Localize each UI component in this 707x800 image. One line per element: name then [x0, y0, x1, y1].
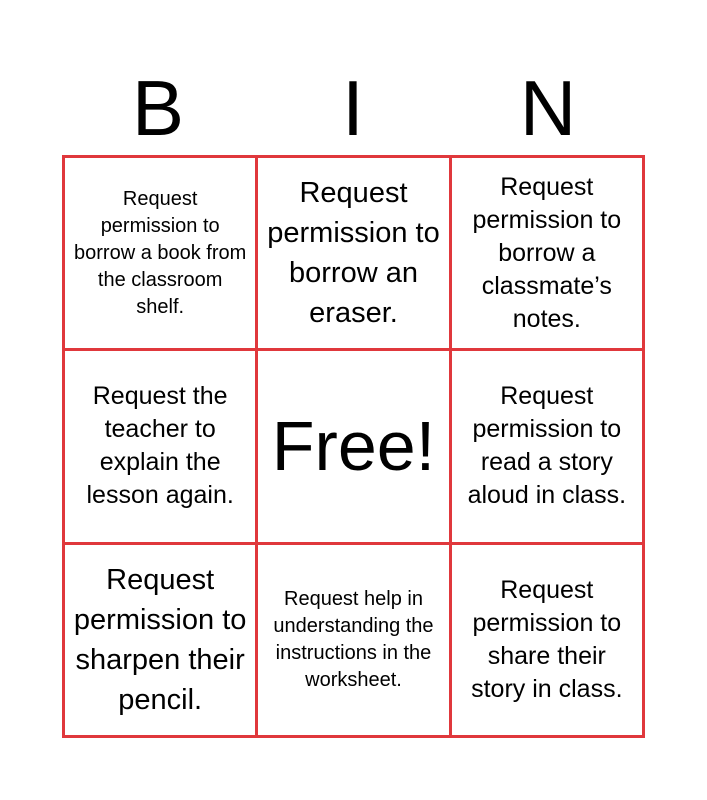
cell-text: Request permission to borrow an eraser.	[267, 177, 440, 330]
free-space[interactable]	[255, 348, 451, 544]
bingo-board	[62, 155, 645, 738]
cell-text: Request the teacher to explain the lesson again.	[86, 382, 234, 510]
cell-text: Request help in understanding the instructions in the worksheet.	[273, 587, 434, 691]
bingo-cell[interactable]	[62, 155, 258, 351]
free-space-text: Free!	[271, 407, 436, 486]
bingo-cell[interactable]	[449, 542, 645, 738]
bingo-cell[interactable]	[449, 155, 645, 351]
cell-text: Request permission to borrow a classmate’s notes.	[472, 172, 622, 333]
bingo-cell[interactable]	[62, 348, 258, 544]
header-letter-n: N	[519, 64, 577, 152]
bingo-cell[interactable]	[62, 542, 258, 738]
cell-text: Request permission to sharpen their pencil.	[73, 563, 247, 716]
header-letter-b: B	[131, 64, 185, 152]
cell-text: Request permission to read a story aloud in class.	[467, 382, 627, 510]
cell-text: Request permission to borrow a book from the classroom shelf.	[74, 187, 247, 318]
bingo-cell[interactable]	[255, 155, 451, 351]
bingo-cell[interactable]	[449, 348, 645, 544]
header-letter-i: I	[342, 64, 364, 152]
bingo-cell[interactable]	[255, 542, 451, 738]
cell-text: Request permission to share their story in class.	[471, 575, 623, 703]
